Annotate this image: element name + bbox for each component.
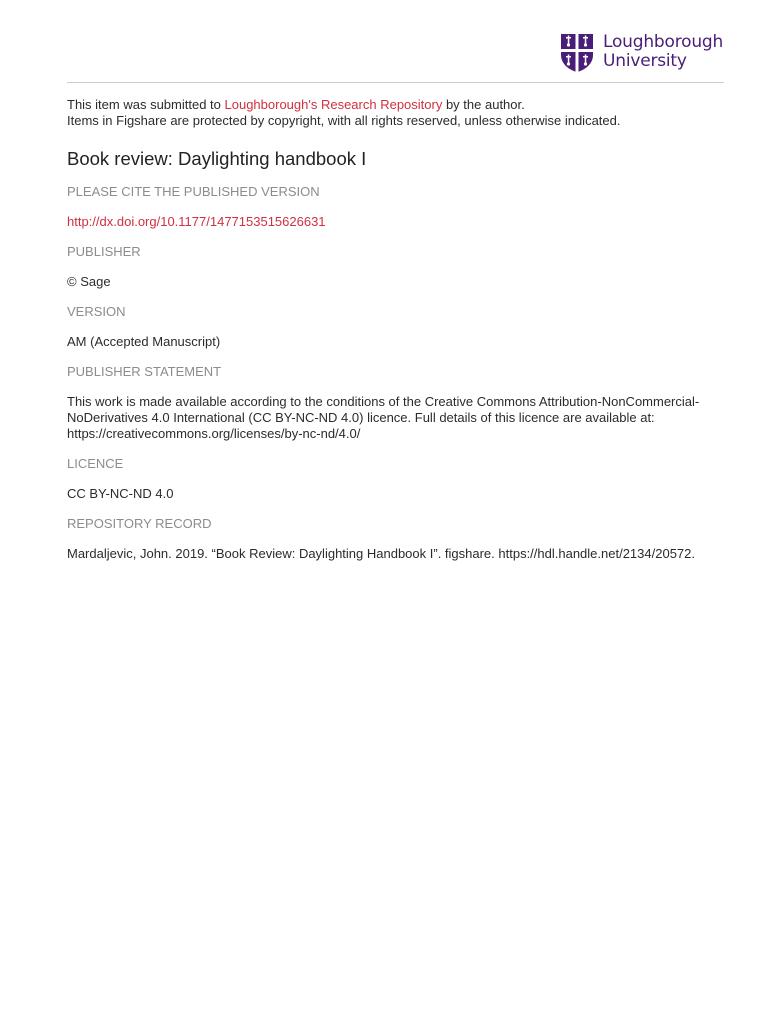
document-title: Book review: Daylighting handbook I <box>67 148 367 169</box>
publisher-label: PUBLISHER <box>67 244 141 259</box>
intro-prefix: This item was submitted to <box>67 97 225 112</box>
version-label: VERSION <box>67 304 126 319</box>
intro-notice <box>67 97 727 129</box>
statement-label: PUBLISHER STATEMENT <box>67 364 222 379</box>
logo-line-2: University <box>603 51 687 71</box>
licence-label: LICENCE <box>67 456 124 471</box>
licence-value: CC BY-NC-ND 4.0 <box>67 486 174 501</box>
logo-wordmark <box>603 33 723 71</box>
logo-line-1: Loughborough <box>603 32 724 52</box>
doi-link[interactable]: http://dx.doi.org/10.1177/1477153515626631 <box>67 214 326 229</box>
university-logo <box>560 33 730 75</box>
intro-suffix: by the author. <box>442 97 525 112</box>
record-label: REPOSITORY RECORD <box>67 516 212 531</box>
cite-label: PLEASE CITE THE PUBLISHED VERSION <box>67 184 320 199</box>
shield-crest-icon <box>560 33 594 73</box>
header-divider <box>67 82 724 83</box>
intro-line-1 <box>67 97 727 113</box>
repository-link[interactable]: Loughborough's Research Repository <box>224 97 443 112</box>
document-body <box>67 97 727 562</box>
publisher-value: © Sage <box>67 274 111 289</box>
version-value: AM (Accepted Manuscript) <box>67 334 221 349</box>
intro-line-2: Items in Figshare are protected by copyright, with all rights reserved, unless otherwise indicated. <box>67 113 621 128</box>
record-value: Mardaljevic, John. 2019. “Book Review: Daylighting Handbook I”. figshare. https://hdl.handle.net/2134/20572. <box>67 546 695 561</box>
statement-value: This work is made available according to the conditions of the Creative Commons Attribution-NonCommercial-NoDerivatives 4.0 International (CC BY-NC-ND 4.0) licence. Full details of this licence are available at: https://creativecommons.org/licenses/by-nc-nd/4.0/ <box>67 394 700 441</box>
